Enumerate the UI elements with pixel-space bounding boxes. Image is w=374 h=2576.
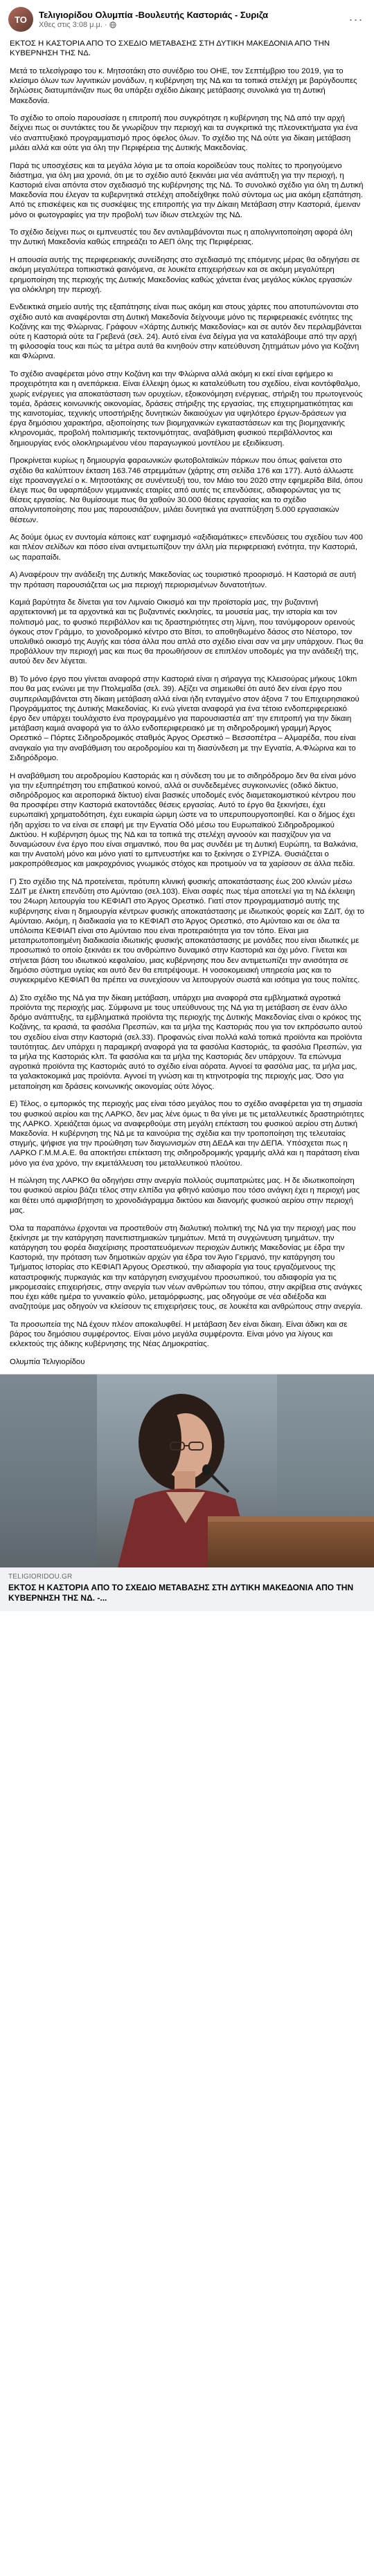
- post-timestamp[interactable]: Χθες στις 3:08 μ.μ.: [39, 21, 103, 29]
- globe-icon: [109, 21, 116, 28]
- header-text: [39, 10, 346, 29]
- post-paragraph: Το σχέδιο το οποίο παρουσίασε η επιτροπή που συγκρότησε η κυβέρνηση της ΝΔ από την αρχή δείχνει πως οι συντάκτες του δε γνωρίζουν την περιοχή και τα συγκριτικά της πλεονεκτήματα για ένα νέο αναπτυξιακό προγραμματισμό προς όφελος όλων. Το σχέδιο της ΝΔ ούτε για δίκαιη μετάβαση μιλάει αλλά και ούτε για όλη την Περιφέρεια της Δυτικής Μακεδονίας.: [10, 114, 358, 152]
- post-paragraph: Α) Αναφέρουν την ανάδειξη της Δυτικής Μακεδονίας ως τουριστικό προορισμό. Η Καστοριά σε αυτή την πρόταση παρουσιάζεται ως μια περιοχή περιορισμένων δυνατοτήτων.: [10, 571, 357, 589]
- link-preview-card[interactable]: [0, 1374, 374, 1611]
- post-paragraph: Καμιά βαρύτητα δε δίνεται για τον Λιμναίο Οικισμό και την προϊστορία μας, την βυζαντινή αρχιτεκτονική με τα αρχοντικά και τις βυζαντινές εκκλησίες, τα μουσεία μας, την ιστορία και τον πολιτισμό μας, το φυσικό περιβάλλον και τις δραστηριότητες στη λίμνη, που τανύμφορουν ορεινούς όγκους στον Γράμμο, το χιονοδρομικό κέντρο στο Βίτσι, το αποθηθωμένο δάσος στο Νέστορο, τον υπολιθικό οικισμό της Αυγής και τόσα άλλα που απλά στο σχέδιο είναι σαν να μην υπάρχουν. Πως θα προβάλλουν την περιοχή μας και πως θα προωθήσουν σε επιπλέον υποδομές για την ανάδειξή της, αυτού δεν δεν λέγεται.: [10, 598, 364, 666]
- post-paragraph: Η αναβάθμιση του αεροδρομίου Καστοριάς και η σύνδεση του με το σιδηρόδρομο δεν θα είναι μόνο για την εξυπηρέτηση του επιβατικού κοινού, αλλά οι συνδεδεμένες συγκοινωνίες (οδικό δίκτυο, σιδηρόδρομος και αεροπορικά δίκτυο) είναι βασικές υποδομές ενός διαμετακομιστικού κέντρου που θα προσφέρει στην Καστοριά εκατοντάδες θέσεις εργασίας. Αυτό το έργο θα ξεκινήσει, έχει ευρωπαϊκή χρηματοδότηση, έχει ευκαιρία ώριμη ώστε να το υπερυπουργοποιηθεί. Και ο δήμος έχει ήδη αρχίσει το να είναι σε επαφή με την Εγνατία Οδό μέσω του Ευρωπαϊκού Σιδηροδρομικού Δικτύου. Η κυβέρνηση όμως της ΝΔ και τα τοπικά της στελέχη αγνοούν και πασχίζουν για να δυναμώσουν ένα έργο που είναι σημαντικό, που θα μας συνδέει με τη Δυτική Ευρώπη, τα Βαλκάνια, και την Ανατολή μόνο και μόνο γιατί το εμπνευστήκε και το ξεκίνησε ο ΣΥΡΙΖΑ. Θυσιάζεται ο μακροπρόθεσμος και μακροχρόνιος γνωμικός στόχος και προτιμούν να τα χαρίσουν σε άλλα πεδία.: [10, 771, 358, 869]
- post-paragraph: Η απουσία αυτής της περιφερειακής συνείδησης στο σχεδιασμό της επόμενης μέρας θα οδηγήσει σε ακόμη μεγαλύτερα τοπικιστικά φαινόμενα, σε λουκέτα επιχειρήσεων και σε ακόμη μεγαλύτερη ερημοποίηση της περιοχής της Δυτικής Μακεδονίας καθώς χάνεται ένας μεγάλος κύκλος εργασιών για ολόκληρη την περιοχή.: [10, 256, 360, 294]
- post-paragraph: Παρά τις υποσχέσεις και τα μεγάλα λόγια με τα οποία κοροϊδεύαν τους πολίτες το προηγούμενο διάστημα, για όλη μια χρονιά, ότι με το σχέδιο αυτό ξεκινάει μια νέα ανάπτυξη για την περιοχή, η Καστοριά είναι απόντα στον σχεδιασμό της κυβέρνησης της ΝΔ. Το συνολικό σχέδιο για όλη τη Δυτική Μακεδονία που έλεγαν τα κυβερνητικά στελέχη αποδείχθηκε πολύ σύντομα ως μια ακόμη εξαπάτηση. Από τις επισκέψεις και τις συσκέψεις της επιτροπής για την Δίκαιη Μετάβαση στην Καστοριά, έμειναν μόνο οι φωτογραφίες για την προβολή των ίδιων στελεχών της ΝΔ.: [10, 161, 364, 219]
- post-paragraph: Β) Το μόνο έργο που γίνεται αναφορά στην Καστοριά είναι η σήραγγα της Κλεισούρας μήκους 10km που θα μας ενώνει με την Πτολεμαΐδα (σελ. 39). Αξίζει να σημειωθεί ότι αυτό δεν είναι έργο που συμπεριλαμβάνεται στη δίκαιη μετάβαση αλλά είναι ήδη ενταγμένο στον άξονα 7 του Επιχειρησιακού Προγράμματος της Δυτικής Μακεδονίας. Κι ενώ γίνεται αναφορά για ένα τέτοιο ενδοπεριφερειακό έργο δεν υπάρχει τουλάχιστο ένα προγραμμένο για παρουσιαστέα απ' την επιτροπή για την δίκαιη μετάβαση καμιά αναφορά για το άλλο ενδοπεριφερειακό με τη σιδηροδρομική γραμμή Άργος Ορεστικό – Πόρτες Σιδηροδρομικός σταθμός Άργος Ορεστικό – Βεσσοπέτρα – Αλμαρέδα, που είναι αναγκαίο για την αναβάθμιση του αεροδρομίου και τη διασύνδεση με την Εγνατία, Α.Φλώρινα και το Σιδηρόδρομο.: [10, 675, 359, 762]
- link-preview-image[interactable]: [0, 1374, 374, 1567]
- post-paragraph: Μετά το τελεσίγραφο του κ. Μητσοτάκη στο συνέδριο του ΟΗΕ, τον Σεπτέμβριο του 2019, για το κλείσιμο όλων των λιγνιτικών μονάδων, η κυβέρνηση της ΝΔ και τα τοπικά στελέχη με βαρύγδουπες δηλώσεις διατυμπάνιζαν πως θα υπάρξει σχέδιο Δίκαιης μετάβασης συνολικά για τη Δυτική Μακεδονία.: [10, 66, 357, 105]
- post-paragraph: Ας δούμε όμως εν συντομία κάποιες κατ' ευφημισμό «αξιδιαμάτικες» επενδύσεις του σχεδίου των 400 και πλέον σελίδων και πόσο είναι αντιμετωπίζουν την άλλη μία περιφερειακή ενότητα, την Καστοριά, ως παραπαίδι.: [10, 533, 363, 562]
- post-paragraph: Τα προσωπεία της ΝΔ έχουν πλέον αποκαλυφθεί. Η μετάβαση δεν είναι δίκαιη. Είναι άδικη και σε βάρος του δημόσιου συμφέροντος. Είναι μόνο μεγάλα συμφέροντα. Είναι μόνο για λίγους και εκλεκτούς της άδικης κυβέρνησης της Νέας Δημοκρατίας.: [10, 1320, 348, 1349]
- post-header: [0, 0, 374, 39]
- author-name[interactable]: Τελιγιορίδου Ολυμπία -Βουλευτής Καστοριάς - Συριζα: [39, 10, 269, 20]
- post-meta: Χθες στις 3:08 μ.μ. ·: [39, 21, 346, 29]
- link-preview-footer[interactable]: [0, 1567, 374, 1611]
- post-signature: Ολυμπία Τελιγιορίδου: [10, 1357, 85, 1366]
- post-paragraph: Ενδεικτικά σημείο αυτής της εξαπάτησης είναι πως ακόμη και στους χάρτες που αποτυπώνονται στο σχέδιο αυτό και αναφέρονται στη Δυτική Μακεδονία δείχνουμε μόνο τις περιφερειακές ενότητες της Κοζάνης και της Φλώρινας. Γράφουν «Χάρτης Δυτικής Μακεδονίας» και σε αυτόν δεν περιλαμβάνεται ούτε η Καστοριά ούτε τα Γρεβενά (σελ. 24). Αυτό είναι ένα δείγμα για να καταλάβουμε από την αρχή τη φιλοσοφία τους και πώς τα μέτρα αυτά θα κινηθούν στην κατεύθυνση ζητημάτων μόνο για Κοζάνη και Φλώρινα.: [10, 303, 362, 361]
- link-title[interactable]: ΕΚΤΟΣ Η ΚΑΣΤΟΡΙΑ ΑΠΟ ΤΟ ΣΧΕΔΙΟ ΜΕΤΑΒΑΣΗΣ ΣΤΗ ΔΥΤΙΚΗ ΜΑΚΕΔΟΝΙΑ ΑΠΟ ΤΗΝ ΚΥΒΕΡΝΗΣΗ ΤΗΣ ΝΔ. -...: [8, 1583, 354, 1603]
- avatar[interactable]: ΤΟ: [8, 7, 33, 32]
- post-paragraph: Το σχέδιο αναφέρεται μόνο στην Κοζάνη και την Φλώρινα αλλά ακόμη κι εκεί είναι εφήμερο κι προχειρότητα και η ανεπάρκεια. Είναι έλλειψη όμως κι καταλεύθωτη του σχεδίου, είναι κοντόφθαλμο, χωρίς ενέργειες για αποκατάσταση των ορυχείων, εξοικονόμηση ενέργειας, στήριξη του πρωτογενούς τομέα, δράσεις κοινωνικής οικονομίας, δράσεις στήριξης της εργασίας, της επιχειρηματικότητας και της καινοτομίας, τεχνικής υποστήριξης δυνητικών δικαιούχων για υψηλότερο έργων-δράσεων για έργα δημόσιου χαρακτήρα, αξιοποίησης των βιομηχανικών εγκαταστάσεων και της βιομηχανικής κληρονομιάς, προβολή πολιτισμικής τεκτονιμότητας, αναβάθμιση φυσικού περιβάλλοντος και δημιουργίας ενός ολοκληρωμένου νέου παραγωγικού μοντέλου με εξειδίκευση.: [10, 370, 363, 448]
- post-text: [0, 39, 374, 1367]
- post-paragraph: Ε) Τέλος, ο εμπορικός της περιοχής μας είναι τόσο μεγάλος που το σχέδιο αναφέρεται για τη σημασία του φυσικού αερίου και της ΛΑΡΚΟ, δεν μας λένε όμως τι θα γίνει με τις μεταλλευτικές δραστηριότητες της ΛΑΡΚΟ. Χρειάζεται όμως να αναφερθούμε στη μεγάλη επέκταση του φυσικού αερίου στη Δυτική Μακεδονία. Η κυβέρνηση της ΝΔ με τα καινούρια της σχέδια και την τροποποίηση της τελευταίας στιγμής, ψήφισε για την προώθηση των διαγωνισμών στη ΔΕΔΑ και την ΔΕΠΑ. Υπόσχεται πως η ΛΑΡΚΟ Γ.Μ.Μ.Α.Ε. θα αποκτήσει επέκταση της σιδηροδρομικής γραμμής αλλά και η παράταση είναι μόνο για ένα χρόνο, την εκμετάλλευση του μεταλλευτικού πλούτου.: [10, 1100, 364, 1168]
- speaker-photo: [0, 1374, 374, 1567]
- post-paragraph: Η πώληση της ΛΑΡΚΟ θα οδηγήσει στην ανεργία πολλούς συμπατριώτες μας. Η δε ιδιωτικοποίηση του φυσικού αερίου βάζει τέλος στην ελπίδα για φθηνό καύσιμο που τόσο ανάγκη έχει η περιοχή μας και θέτει υπό αμφισβήτηση το χρονοδιάγραμμα δικτύου και διανομής φυσικού αερίου στην περιοχή μας.: [10, 1177, 360, 1215]
- link-domain: TELIGIORIDOU.GR: [8, 1573, 73, 1581]
- post-paragraph: ΕΚΤΟΣ Η ΚΑΣΤΟΡΙΑ ΑΠΟ ΤΟ ΣΧΕΔΙΟ ΜΕΤΑΒΑΣΗΣ ΣΤΗ ΔΥΤΙΚΗ ΜΑΚΕΔΟΝΙΑ ΑΠΟ ΤΗΝ ΚΥΒΕΡΝΗΣΗ ΤΗΣ ΝΔ.: [10, 39, 330, 58]
- post-paragraph: Δ) Στο σχέδιο της ΝΔ για την δίκαιη μετάβαση, υπάρχει μια αναφορά στα εμβληματικά αγροτικά προϊόντα της περιοχής μας. Σύμφωνα με τους υπεύθυνους της ΝΔ για τη μετάβαση σε έναν άλλο δρόμο ανάπτυξης, τα εμβληματικά προϊόντα της περιοχής της Δυτικής Μακεδονίας είναι ο κρόκος της Κοζάνης, τα κρασιά, τα φασόλια Πρεσπών, και τα μήλα της Καστοριάς που για τον εκπρόσωπο αυτού του σχεδίου είναι στην Καστοριά (σελ.33). Προφανώς είναι πολλά καλά τοπικά προϊόντα και προϊόντα ταυτότητας. Δεν υπάρχει η παραμικρή αναφορά για τα φασόλια Καστοριάς, τα φασόλια Πρεσπών, για τα μήλα της Καστοριάς κλπ. Τα φασόλια και τα μήλα της Καστοριάς δεν υπάρχουν. Τα επώνυμα αγροτικά προϊόντα της Καστοριάς αυτό το σχέδιο είναι αόρατα. Αγνοεί τα φασόλια μας, τα μήλα μας, τα γαλακτοκομικά μας προϊόντα. Αγνοεί τη γνώση και τη κτηνοτροφία της περιοχής μας. Όσο για μεταποίηση και δράσεις κοινωνικής οικονομίας ούτε λόγος.: [10, 993, 363, 1091]
- post-paragraph: Προκρίνεται κυρίως η δημιουργία φαραωνικών φωτοβολταϊκών πάρκων που όπως φαίνεται στο σχέδιο θα καλύπτουν έκταση 163.746 στρεμμάτων (χάρτης στη σελίδα 176 και 177). Αυτό άλλωστε είχε προαναγγελεί ο κ. Μητσοτάκης σε συνέντευξή του, τον Μάιο του 2020 στην εφημερίδα Βild, όπου έλεγε πως θα υφαρπάξουν γεμμανικές εταιρίες από αυτές τις επενδύσεις, αδιαφορώντας για τις θέσεις εργασίας. Να θυμίσουμε πως θα χαθούν 30.000 θέσεις εργασίας και το σχέδιο απολιγνιτοποίησης που μας παρουσιάζουν, μιλάει δυνητικά για ανατπύξηση 5.000 εργασιακών θέσεων.: [10, 457, 363, 524]
- more-options-icon[interactable]: ···: [348, 12, 364, 26]
- post-paragraph: Γ) Στο σχέδιο της ΝΔ προτείνεται, πρότυπη κλινική φυσικής αποκατάστασης έως 200 κλινών μέσω ΣΔΙΤ με έλικτη επενδύτη στο Αμύνταιο (σελ.103). Είναι σαφές πως τέμα αποτελεί για τη ΝΔ έκλειψη του 24ωρη λειτουργία του ΚΕΦΙΑΠ στο Άργος Ορεστικό. Γιατί στον προγραμματισμό αυτής της κυβέρνησης είναι η δημιουργία κέντρων φυσικής αποκατάστασης με ιδιωτικούς φορείς και ΣΔΙΤ, όχι το Αμύνταιο. Ακόμη, η διαδικασία για το ΚΕΦΙΑΠ στο Άργος Ορεστικό, στο Αμύνταιο και σε όλα τα υπόλοιπα ΚΕΦΙΑΠ είναι στο Αμύνταιο που είναι προτεραιότητα για τον τόπο. Είναι μια μεταπρωτοποιημένη διαδικασία ιδιωτικής φυσικής αποκατάστασης με μονάδες που είναι ιδιωτικές με προσωπικό το οποίο ξεκινάει εκ του ανθρώπινο δυναμικό στην Καστοριά και όχι μόνο. Γίνεται και στήνεται βάση του ιδιωτικού κεφαλαίου, μιας κυβέρνησης που δεν αντιμετωπίζει την ανισότητα σε δημόσιο σύστημα υγείας και αυτό δεν θα επιτρέψουμε. Η νοσοκομειακή υπηρεσία μας και το συγκεκριμένο ΚΕΦΙΑΠ θα πρέπει να συνεχίσουν να λειτουργούν σωστά και ισότιμα για τους πολίτες.: [10, 878, 364, 985]
- post-paragraph: Όλα τα παραπάνω έρχονται να προστεθούν στη διαλυτική πολιτική της ΝΔ για την περιοχή μας που ξεκίνησε με την κατάργηση πανεπιστημιακών τμημάτων. Μετά τη συγχώνευση τμημάτων, την κατάργηση του φορέα διαχείρισης προστατευόμενων περιοχών Δυτικής Μακεδονίας με έδρα την Καστοριά, την πρόταση των δημοτικών αρχών για έδρα τον Άγιο Γερμανό, την κατάργηση του Τμήματος Ιστορίας στο ΚΕΦΙΑΠ Άργους Ορεστικού, την αδιαφορία για τους εργαζόμενους της καταστροφικής πυρκαγιάς και την κατάργηση ενισχυμένου προσωπικού, του αδιαφορία για τις μικρομεσαίες επιχειρήσεις, στην ανεργία των νέων ανθρώπων του τόπου, στην ακρίβεια στις ανάγκες που έχει κάθε ημέρα το γυναικείο φύλο, μεταμόρφωσης, μας οδηγούμε σε νέα αδιέξοδα και αναζητούμε μας οδηγούν να κλείσουν τις επιχειρήσεις τους, σε λουκέτα και ανθρώπους στην ανεργία.: [10, 1224, 363, 1312]
- post-paragraph: Το σχέδιο δείχνει πως οι εμπνευστές του δεν αντιλαμβάνονται πως η απολιγνιτοποίηση αφορά όλη την Δυτική Μακεδονία καθώς επηρεάζει το ΑΕΠ όλης της Περιφέρειας.: [10, 228, 353, 247]
